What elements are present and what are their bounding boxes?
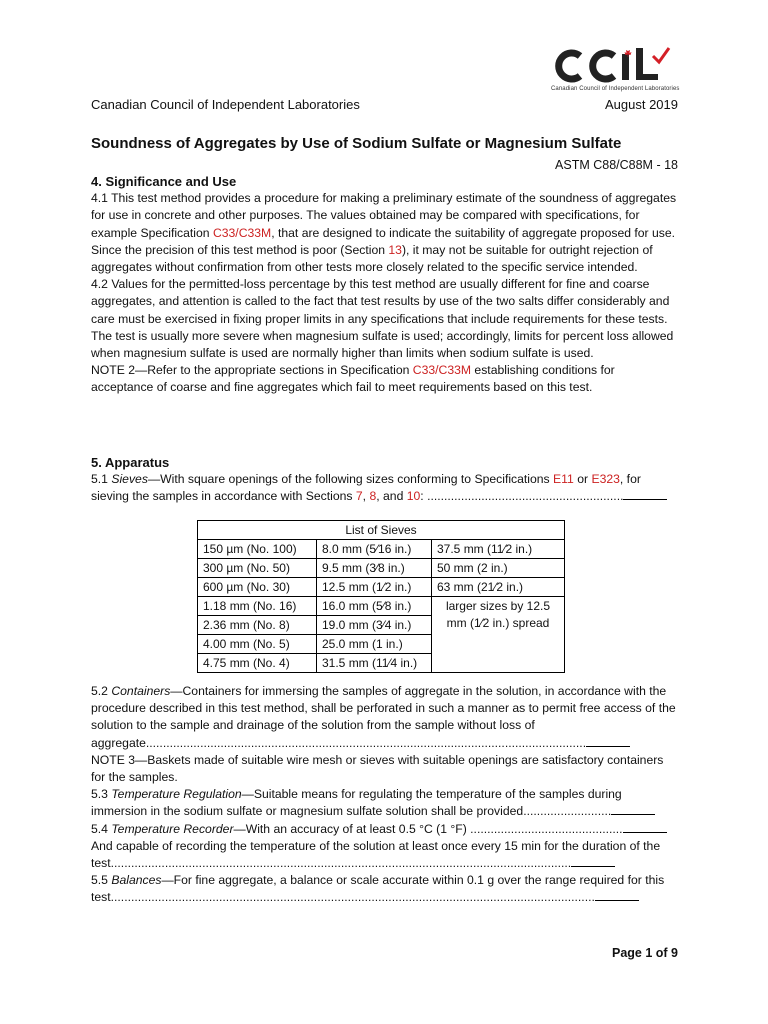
standard-designation: ASTM C88/C88M - 18 bbox=[555, 158, 678, 172]
table-cell: 300 µm (No. 50) bbox=[198, 559, 317, 578]
ref-link-e11[interactable]: E11 bbox=[553, 472, 574, 487]
organization-name: Canadian Council of Independent Laboratories bbox=[91, 97, 360, 112]
paragraph-5-1-leader: : .......................................................... bbox=[420, 489, 624, 504]
paragraph-5-4 bbox=[91, 821, 679, 838]
table-cell: 37.5 mm (11⁄2 in.) bbox=[432, 540, 565, 559]
note-3: NOTE 3—Baskets made of suitable wire mesh or sieves with suitable openings are satisfactory containers for the samples. bbox=[91, 752, 664, 785]
table-cell: 16.0 mm (5⁄8 in.) bbox=[317, 597, 432, 616]
section-4-heading: 4. Significance and Use bbox=[91, 174, 237, 189]
ref-link-section-10[interactable]: 10 bbox=[406, 489, 421, 504]
ref-link-section-8[interactable]: 8 bbox=[369, 489, 377, 504]
table-cell: 25.0 mm (1 in.) bbox=[317, 635, 432, 654]
term-containers: Containers bbox=[111, 684, 171, 698]
paragraph-5-1-comma: , bbox=[362, 489, 370, 504]
fill-in-line bbox=[611, 804, 655, 815]
paragraph-5-3 bbox=[91, 786, 679, 820]
paragraph-5-2-text: —Containers for immersing the samples of aggregate in the solution, in accordance with the procedure described in this test method, shall be perforated in such a manner as to permit free access of the solution to the sample and drainage of the solution from the sample without loss of aggregate.................................................................................................................................. bbox=[91, 684, 676, 750]
paragraph-5-3-num: 5.3 bbox=[91, 787, 112, 802]
table-row bbox=[198, 559, 565, 578]
paragraph-5-3-text: —Suitable means for regulating the temperature of the samples during immersion in the sodium sulfate or magnesium sulfate solution shall be provided.......................... bbox=[91, 787, 622, 819]
paragraph-4-1-text-a: 4.1 This test method provides a procedure for making a preliminary estimate of the soundness of aggregates for use in concrete and other purposes. The values obtained may be compared with specifications, for example Specification bbox=[91, 191, 677, 240]
term-temperature-regulation: Temperature Regulation bbox=[111, 787, 242, 802]
paragraph-5-1-num: 5.1 bbox=[91, 472, 112, 487]
ccil-logo-mark bbox=[550, 46, 676, 86]
paragraph-5-4-continued bbox=[91, 838, 679, 872]
section-4 bbox=[91, 173, 679, 397]
fill-in-line bbox=[571, 856, 615, 867]
table-cell: 4.75 mm (No. 4) bbox=[198, 654, 317, 673]
check-mark-icon bbox=[653, 48, 669, 62]
table-row bbox=[198, 597, 565, 616]
table-caption: List of Sieves bbox=[198, 521, 565, 540]
section-5-heading: 5. Apparatus bbox=[91, 455, 170, 470]
table-cell: 9.5 mm (3⁄8 in.) bbox=[317, 559, 432, 578]
ccil-logo bbox=[550, 46, 680, 98]
paragraph-4-2: 4.2 Values for the permitted-loss percentage by this test method are usually different for fine and coarse aggregates, and attention is called to the fact that test results by use of the two salts differ considerably and care must be exercised in fixing proper limits in any specifications that include requirements for these tests. The test is usually more severe when magnesium sulfate is used; accordingly, limits for percent loss allowed when magnesium sulfate is used are normally higher than limits when sodium sulfate is used. bbox=[91, 277, 674, 361]
paragraph-5-5-text: —For fine aggregate, a balance or scale accurate within 0.1 g over the range required for this test............................................................................................................................................... bbox=[91, 873, 665, 905]
fill-in-line bbox=[586, 736, 630, 747]
paragraph-4-1-text-c: ), it may not be suitable for outright rejection of aggregates without confirmation from other tests more closely related to the specific service intended. bbox=[91, 242, 653, 275]
term-balances: Balances bbox=[111, 873, 162, 888]
term-sieves: Sieves bbox=[111, 472, 148, 487]
paragraph-5-2 bbox=[91, 683, 679, 752]
sieve-table bbox=[197, 520, 565, 673]
section-5 bbox=[91, 454, 679, 506]
document-date: August 2019 bbox=[604, 97, 678, 112]
note-2-text-a: NOTE 2—Refer to the appropriate sections in Specification bbox=[91, 363, 413, 378]
paragraph-5-2-num: 5.2 bbox=[91, 684, 112, 698]
note-2 bbox=[91, 362, 679, 396]
fill-in-line bbox=[595, 890, 639, 901]
ref-link-c33-note[interactable]: C33/C33M bbox=[412, 363, 472, 378]
paragraph-5-1-text-a: —With square openings of the following sizes conforming to Specifications bbox=[147, 472, 554, 487]
table-cell: 1.18 mm (No. 16) bbox=[198, 597, 317, 616]
ref-link-e323[interactable]: E323 bbox=[591, 472, 620, 487]
paragraph-5-1-text-b: , for sieving the samples in accordance with Sections bbox=[91, 472, 641, 504]
fill-in-line bbox=[623, 822, 667, 833]
paragraph-5-4-text-continued: And capable of recording the temperature of the solution at least once every 15 min for the duration of the test........................................................................................................................................ bbox=[91, 838, 661, 871]
paragraph-5-1 bbox=[91, 471, 679, 505]
table-cell: 600 µm (No. 30) bbox=[198, 578, 317, 597]
table-cell: 50 mm (2 in.) bbox=[432, 559, 565, 578]
document-title: Soundness of Aggregates by Use of Sodium Sulfate or Magnesium Sulfate bbox=[91, 135, 622, 152]
paragraph-4-1 bbox=[91, 190, 679, 276]
note-2-text-b: establishing conditions for acceptance of coarse and fine aggregates which fail to meet requirements based on this test. bbox=[91, 363, 615, 395]
ref-link-section-13[interactable]: 13 bbox=[388, 242, 402, 257]
logo-subtitle: Canadian Council of Independent Laboratories bbox=[551, 86, 680, 92]
table-cell: 19.0 mm (3⁄4 in.) bbox=[317, 616, 432, 635]
paragraph-5-1-and: , and bbox=[376, 489, 407, 504]
paragraph-5-5-num: 5.5 bbox=[91, 873, 112, 888]
ref-link-c33[interactable]: C33/C33M bbox=[212, 225, 272, 240]
table-cell: 31.5 mm (11⁄4 in.) bbox=[317, 654, 432, 673]
table-row bbox=[198, 578, 565, 597]
table-cell: 12.5 mm (1⁄2 in.) bbox=[317, 578, 432, 597]
paragraph-5-4-text: —With an accuracy of at least 0.5 °C (1 °F) ............................................. bbox=[233, 821, 623, 836]
fill-in-line bbox=[623, 489, 667, 500]
section-5-continued bbox=[91, 683, 679, 907]
paragraph-5-4-num: 5.4 bbox=[91, 821, 112, 836]
table-cell: 4.00 mm (No. 5) bbox=[198, 635, 317, 654]
table-cell-larger-sizes: larger sizes by 12.5 mm (1⁄2 in.) spread bbox=[432, 597, 565, 673]
table-cell: 2.36 mm (No. 8) bbox=[198, 616, 317, 635]
ref-link-section-7[interactable]: 7 bbox=[355, 489, 363, 504]
table-header-row bbox=[198, 521, 565, 540]
term-temperature-recorder: Temperature Recorder bbox=[111, 821, 234, 836]
page-number: Page 1 of 9 bbox=[612, 946, 678, 960]
paragraph-4-1-text-b: , that are designed to indicate the suitability of aggregate proposed for use. Since the precision of this test method is poor (Section bbox=[91, 225, 676, 257]
table-cell: 8.0 mm (5⁄16 in.) bbox=[317, 540, 432, 559]
table-cell: 150 µm (No. 100) bbox=[198, 540, 317, 559]
paragraph-5-1-or: or bbox=[573, 472, 592, 487]
paragraph-5-5 bbox=[91, 872, 679, 906]
table-cell: 63 mm (21⁄2 in.) bbox=[432, 578, 565, 597]
table-row bbox=[198, 540, 565, 559]
